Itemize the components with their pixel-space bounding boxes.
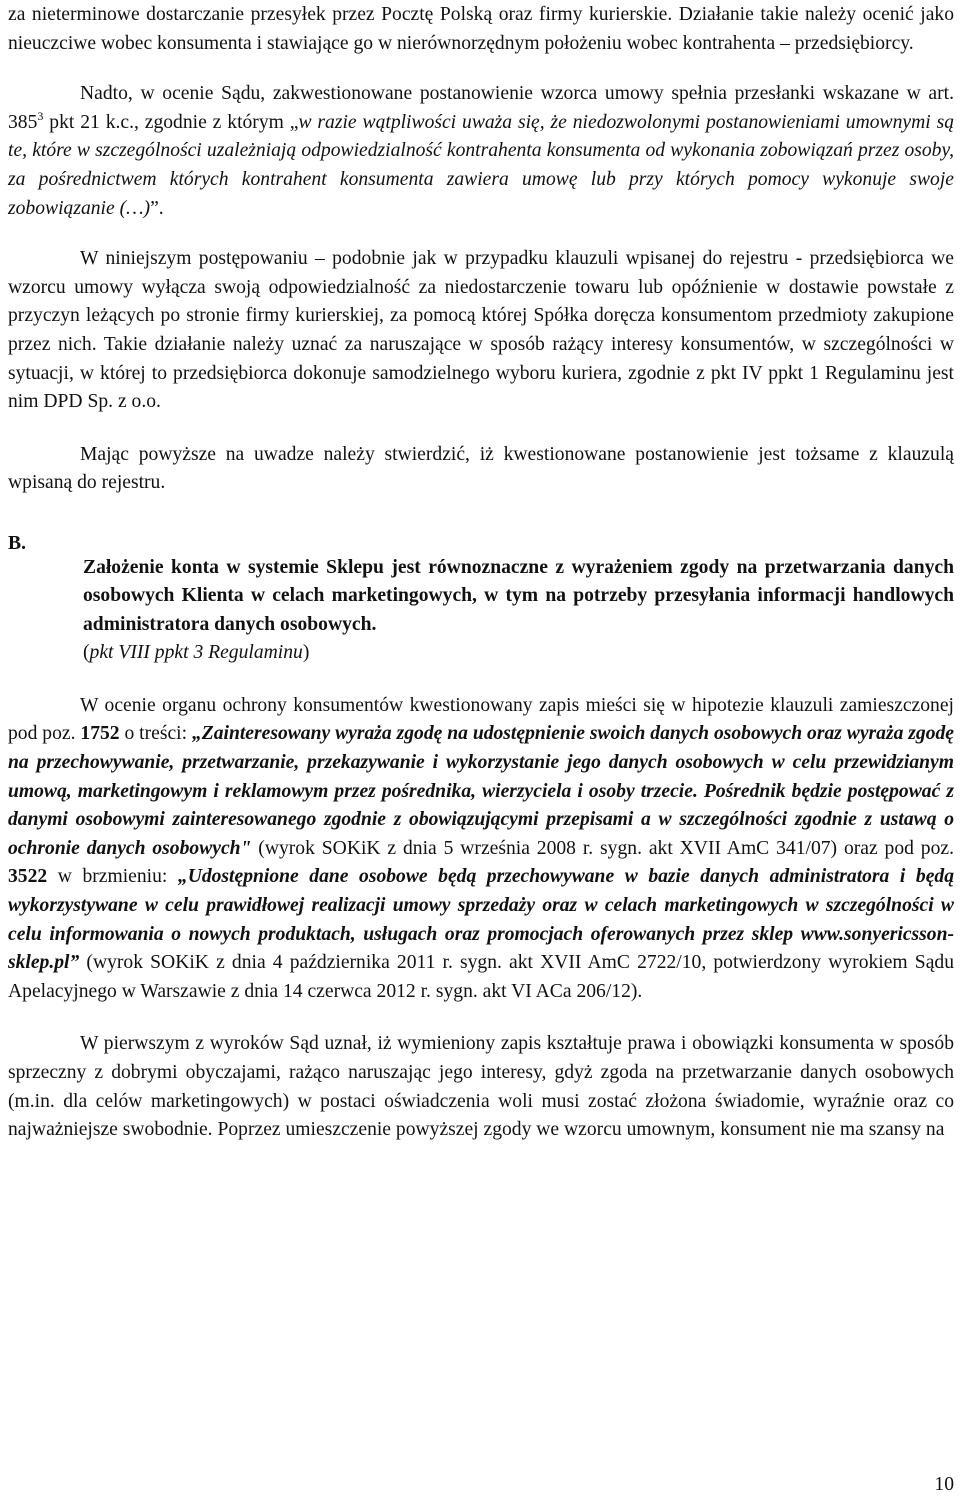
paragraph-text: Nadto, w ocenie Sądu, zakwestionowane postanowienie wzorca umowy spełnia przesłanki wskazane w art. 385: [8, 83, 954, 133]
paragraph-proceedings: W niniejszym postępowaniu – podobnie jak w przypadku klauzuli wpisanej do rejestru - przedsiębiorca we wzorcu umowy wyłącza swoją odpowiedzialność za niedostarczenie towaru lub opóźnienie w dostawie powstałe z przyczyn leżących po stronie firmy kurierskiej, za pomocą której Spółka doręcza konsumentom przedmioty zakupione przez nich. Takie działanie należy uznać za naruszające w sposób rażący interesy konsumentów, w szczególności w sytuacji, w której to przedsiębiorca dokonuje samodzielnego wyboru kuriera, zgodnie z pkt IV ppkt 1 Regulaminu jest nim DPD Sp. z o.o.: [8, 248, 954, 413]
paragraph-text: o treści:: [119, 723, 192, 745]
page-number: 10: [934, 1474, 954, 1495]
reference-paren: (: [83, 642, 90, 664]
paragraph-court-assessment: [8, 80, 954, 223]
entry-number: 3522: [8, 866, 48, 888]
paragraph-conclusion: Mając powyższe na uwadze należy stwierdzić, iż kwestionowane postanowienie jest tożsame z klauzulą wpisaną do rejestru.: [8, 443, 954, 494]
paragraph-text: ”.: [150, 197, 164, 219]
paragraph-text: (wyrok SOKiK z dnia 5 września 2008 r. sygn. akt XVII AmC 341/07) oraz pod poz.: [251, 837, 954, 859]
entry-number: 1752: [80, 723, 120, 745]
paragraph-text: (wyrok SOKiK z dnia 4 października 2011 r. sygn. akt XVII AmC 2722/10, potwierdzony wyrokiem Sądu Apelacyjnego w Warszawie z dnia 14 czerwca 2012 r. sygn. akt VI ACa 206/12).: [8, 952, 954, 1002]
paragraph-text: w brzmieniu:: [47, 866, 178, 888]
paragraph-continuation: za nieterminowe dostarczanie przesyłek przez Pocztę Polską oraz firmy kurierskie. Działanie takie należy ocenić jako nieuczciwe wobec konsumenta i stawiające go w nierównorzędnym położeniu wobec kontrahenta – przedsiębiorcy.: [8, 4, 954, 54]
reference-text: pkt VIII ppkt 3 Regulaminu: [89, 642, 303, 664]
quoted-clause: „Udostępnione dane osobowe będą przechowywane w bazie danych administratora i będą wykorzystywane w celu prawidłowej realizacji umowy sprzedaży oraz w celach marketingowych w szczególności w celu informowania o nowych produktach, usługach oraz promocjach oferowanych przez sklep www.sonyericsson-sklep.pl”: [8, 866, 954, 974]
paragraph-text: pkt 21 k.c., zgodnie z którym „: [43, 111, 299, 133]
paragraph-consumer-authority: [8, 692, 954, 1007]
reference-paren: ): [302, 642, 310, 664]
section-heading: Założenie konta w systemie Sklepu jest równoznaczne z wyrażeniem zgody na przetwarzania danych osobowych Klienta w celach marketingowych, w tym na potrzeby przesyłania informacji handlowych administratora danych osobowych.: [83, 556, 954, 635]
section-label: B.: [8, 532, 26, 554]
quoted-clause: „Zainteresowany wyraża zgodę na udostępnienie swoich danych osobowych oraz wyraża zgodę na przechowywanie, przetwarzanie, przekazywanie i wykorzystanie jego danych osobowych w celu przewidzianym umową, marketingowym i reklamowym przez pośrednika, wierzyciela i osoby trzecie. Pośrednik będzie postępować z danymi osobowymi zainteresowanego zgodnie z obowiązującymi przepisami a w szczególności zgodnie z ustawą o ochronie danych osobowych": [8, 723, 954, 859]
superscript: 3: [37, 108, 44, 123]
paragraph-text: W ocenie organu ochrony konsumentów kwestionowany zapis mieści się w hipotezie klauzuli zamieszczonej pod poz.: [8, 694, 954, 745]
paragraph-first-judgment: W pierwszym z wyroków Sąd uznał, iż wymieniony zapis kształtuje prawa i obowiązki konsumenta w sposób sprzeczny z dobrymi obyczajami, rażąco naruszając jego interesy, gdyż zgoda na przetwarzanie danych osobowych (m.in. dla celów marketingowych) w postaci oświadczenia woli musi zostać złożona świadomie, wyraźnie oraz co najważniejsze swobodnie. Poprzez umieszczenie powyższej zgody we wzorcu umownym, konsument nie ma szansy na: [8, 1033, 954, 1141]
document-page: [8, 0, 954, 1145]
quoted-provision: w razie wątpliwości uważa się, że niedozwolonymi postanowieniami umownymi są te, które w szczególności uzależniają odpowiedzialność kontrahenta konsumenta od wykonania zobowiązań przez osoby, za pośrednictwem których kontrahent konsumenta zawiera umowę lub przy których pomocy wykonuje swoje zobowiązanie (…): [8, 111, 954, 219]
section-reference: [83, 639, 954, 668]
